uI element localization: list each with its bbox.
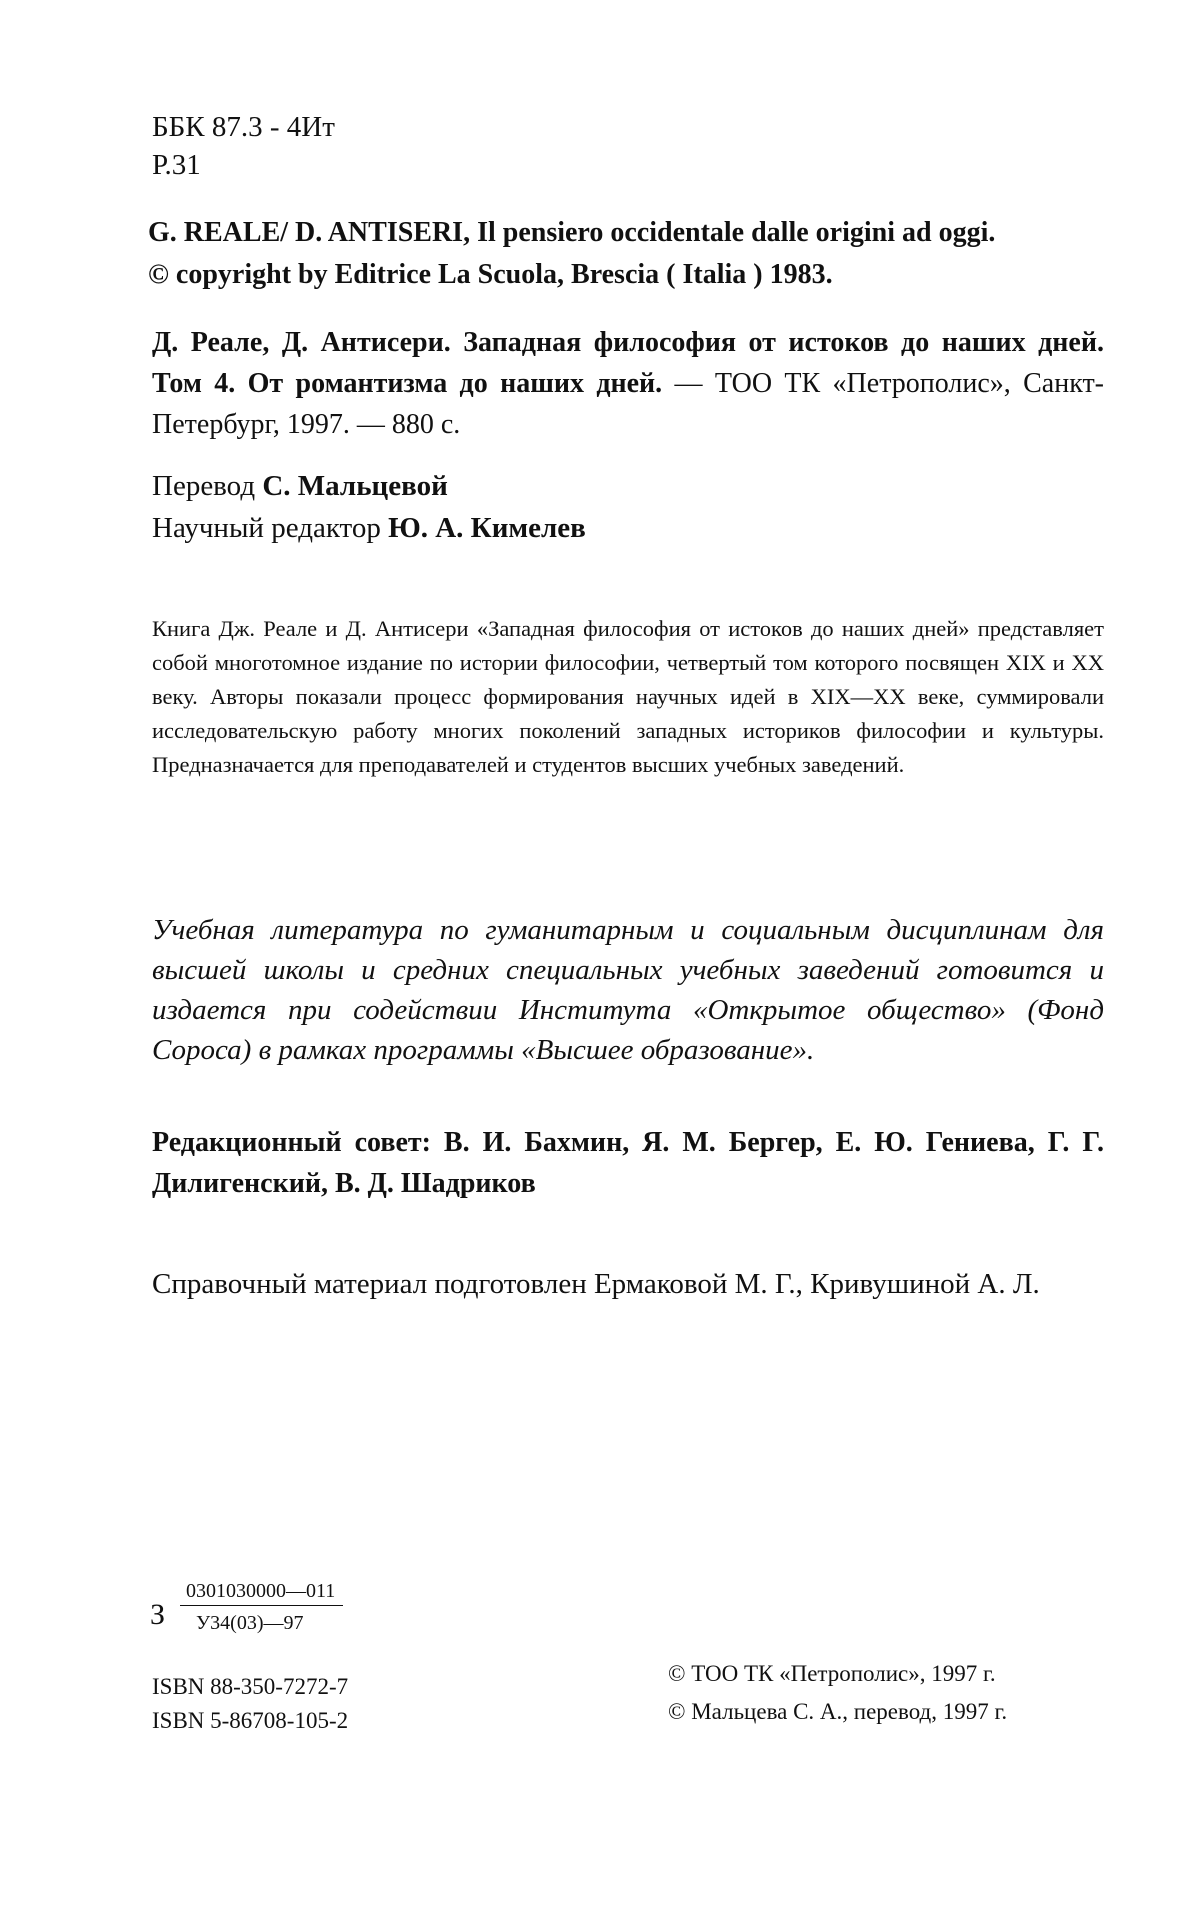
translator-label: Перевод — [152, 470, 256, 502]
original-title: G. REALE/ D. ANTISERI, Il pensiero occidentale dalle origini ad oggi. — [148, 217, 996, 248]
copyright-publisher: © ТОО ТК «Петрополис», 1997 г. — [668, 1661, 996, 1686]
authors-title: Д. Реале, Д. Антисери. Западная философия от истоков до наших дней. — [152, 327, 1104, 358]
original-edition — [148, 212, 1100, 296]
russian-edition-record — [152, 322, 1104, 445]
original-copyright: © copyright by Editrice La Scuola, Brescia ( Italia ) 1983. — [148, 259, 833, 290]
catalog-denominator: У34(03)—97 — [196, 1612, 304, 1634]
soros-note: Учебная литература по гуманитарным и социальным дисциплинам для высшей школы и средних специальных учебных заведений готовится и издается при содействии Института «Открытое общество» (Фонд Сороса) в рамках программы «Высшее образование». — [152, 914, 1104, 1066]
catalog-lead: З — [150, 1598, 166, 1631]
author-mark: Р.31 — [152, 149, 201, 181]
copyright-translation: © Мальцева С. А., перевод, 1997 г. — [668, 1699, 1008, 1724]
bbk-index — [152, 108, 1104, 184]
annotation: Книга Дж. Реале и Д. Антисери «Западная философия от истоков до наших дней» представляет собой многотомное издание по истории философии, четвертый том которого посвящен XIX и XX веку. Авторы показали процесс формирования научных идей в XIX—XX веке, суммировали исследовательскую работу многих поколений западных историков философии и культуры. Предназначается для преподавателей и студентов высших учебных заведений. — [152, 616, 1104, 777]
translator-line — [152, 465, 1104, 507]
reference-note: Справочный материал подготовлен Ермаковой М. Г., Кривушиной А. Л. — [152, 1268, 1040, 1300]
editorial-board: Редакционный совет: В. И. Бахмин, Я. М. Бергер, Е. Ю. Гениева, Г. Г. Дилигенский, В. Д. Шадриков — [152, 1127, 1104, 1199]
bbk-code: ББК 87.3 - 4Ит — [152, 111, 335, 143]
editor-line — [152, 507, 1104, 549]
isbn-block — [152, 1670, 452, 1738]
isbn-italian: ISBN 88-350-7272-7 — [152, 1674, 349, 1699]
translator-name: С. Мальцевой — [262, 470, 448, 502]
copyright-block — [668, 1655, 1108, 1731]
isbn-russian: ISBN 5-86708-105-2 — [152, 1708, 349, 1733]
volume-title: Том 4. От романтизма до наших дней. — [152, 368, 663, 399]
imprint: — ТОО ТК «Петрополис», Санкт-Петербург, 1997. — 880 с. — [152, 368, 1105, 440]
catalog-numerator: 0301030000—011 — [180, 1580, 343, 1606]
translation-credits — [152, 465, 1104, 549]
editor-label: Научный редактор — [152, 512, 381, 544]
editor-name: Ю. А. Кимелев — [388, 512, 586, 544]
